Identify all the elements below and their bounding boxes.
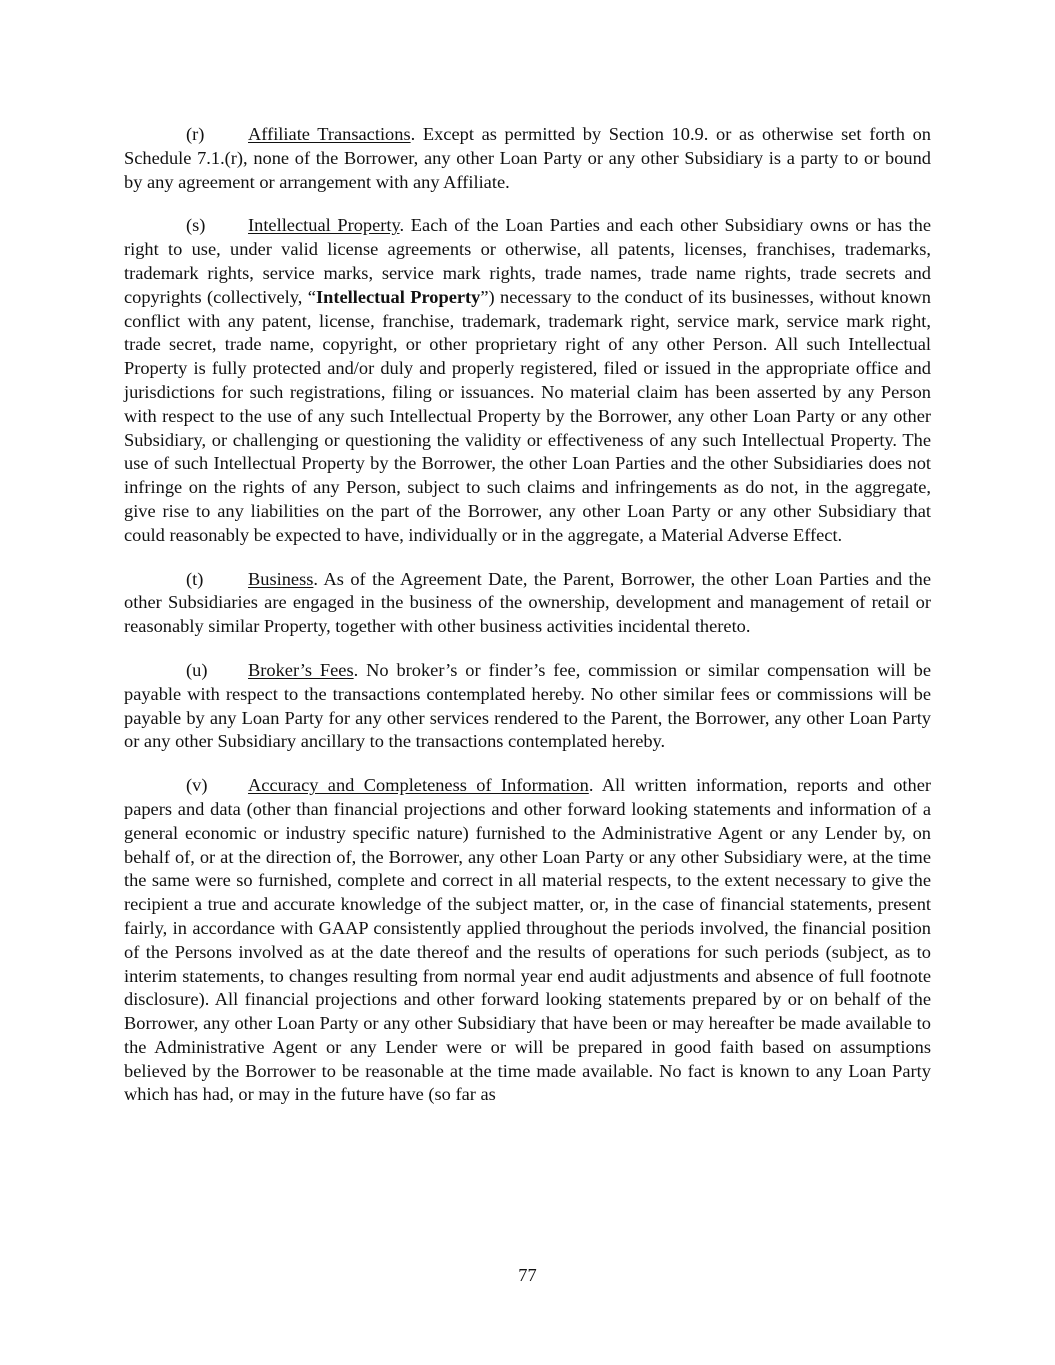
- section-heading: Affiliate Transactions: [248, 124, 411, 144]
- page-number: 77: [518, 1265, 537, 1285]
- section-body: . As of the Agreement Date, the Parent, Borrower, the other Loan Parties and the other Subsidiaries are engaged in the business of the ownership, development and management of retail or reasonably similar Property, together with other business activities incidental thereto.: [124, 568, 931, 637]
- section-heading: Intellectual Property: [248, 215, 400, 236]
- section-v-accuracy-completeness: [124, 774, 931, 1107]
- section-u-brokers-fees: [124, 659, 931, 754]
- section-marker: (u): [186, 659, 208, 680]
- section-body: . Except as permitted by Section 10.9. or as otherwise set forth on Schedule 7.1.(r), none of the Borrower, any other Loan Party or any other Subsidiary is a party to or bound by any agreement or arrangement with any Affiliate.: [124, 124, 931, 192]
- defined-term: Intellectual Property: [315, 286, 481, 307]
- section-marker: (v): [186, 775, 208, 796]
- section-heading: Business: [248, 568, 314, 589]
- section-marker: (r): [186, 124, 205, 144]
- section-body: . No broker’s or finder’s fee, commission or similar compensation will be payable with respect to the transactions contemplated hereby. No other similar fees or commissions will be payable by any Loan Party for any other services rendered to the Parent, the Borrower, any other Loan Party or any other Subsidiary ancillary to the transactions contemplated hereby.: [124, 659, 931, 752]
- section-marker: (s): [186, 215, 206, 236]
- section-body: . Each of the Loan Parties and each other Subsidiary owns or has the right to use, under valid license agreements or otherwise, all patents, licenses, franchises, trademarks, trademark rights, service marks, service mark rights, trade names, trade name rights, trade secrets and copyrights (collectively, “: [124, 215, 932, 307]
- section-marker: (t): [186, 568, 204, 589]
- section-s-intellectual-property: [124, 214, 931, 547]
- section-body-continued: ”) necessary to the conduct of its businesses, without known conflict with any patent, license, franchise, trademark, trademark right, service mark, service mark right, trade secret, trade name, copyright, or other proprietary right of any other Person. All such Intellectual Property is fully protected and/or duly and properly registered, filed or issued in the appropriate office and jurisdictions for such registrations, filing or issuances. No material claim has been asserted by any Person with respect to the use of any such Intellectual Property by the Borrower, any other Loan Party or any other Subsidiary, or challenging or questioning the validity or effectiveness of any such Intellectual Property. The use of such Intellectual Property by the Borrower, the other Loan Parties and the other Subsidiaries does not infringe on the rights of any Person, subject to such claims and infringements as do not, in the aggregate, give rise to any liabilities on the part of the Borrower, any other Loan Party or any other Subsidiary that could reasonably be expected to have, individually or in the aggregate, a Material Adverse Effect.: [124, 286, 931, 545]
- section-r-affiliate-transactions: [124, 123, 931, 194]
- section-heading: Accuracy and Completeness of Information: [248, 775, 589, 796]
- section-heading: Broker’s Fees: [248, 659, 354, 680]
- section-t-business: [124, 568, 931, 639]
- section-body: . All written information, reports and other papers and data (other than financial projections and other forward looking statements and information of a general economic or industry specific nature) furnished to the Administrative Agent or any Lender by, on behalf of, or at the direction of, the Borrower, any other Loan Party or any other Subsidiary were, at the time the same were so furnished, complete and correct in all material respects, to the extent necessary to give the recipient a true and accurate knowledge of the subject matter, or, in the case of financial statements, present fairly, in accordance with GAAP consistently applied throughout the periods involved, the financial position of the Persons involved as at the date thereof and the results of operations for such periods (subject, as to interim statements, to changes resulting from normal year end audit adjustments and absence of full footnote disclosure). All financial projections and other forward looking statements prepared by or on behalf of the Borrower, any other Loan Party or any other Subsidiary that have been or may hereafter be made available to the Administrative Agent or any Lender were or will be prepared in good faith based on assumptions believed by the Borrower to be reasonable at the time made available. No fact is known to any Loan Party which has had, or may in the future have (so far as: [124, 775, 932, 1105]
- document-page: [124, 123, 931, 1127]
